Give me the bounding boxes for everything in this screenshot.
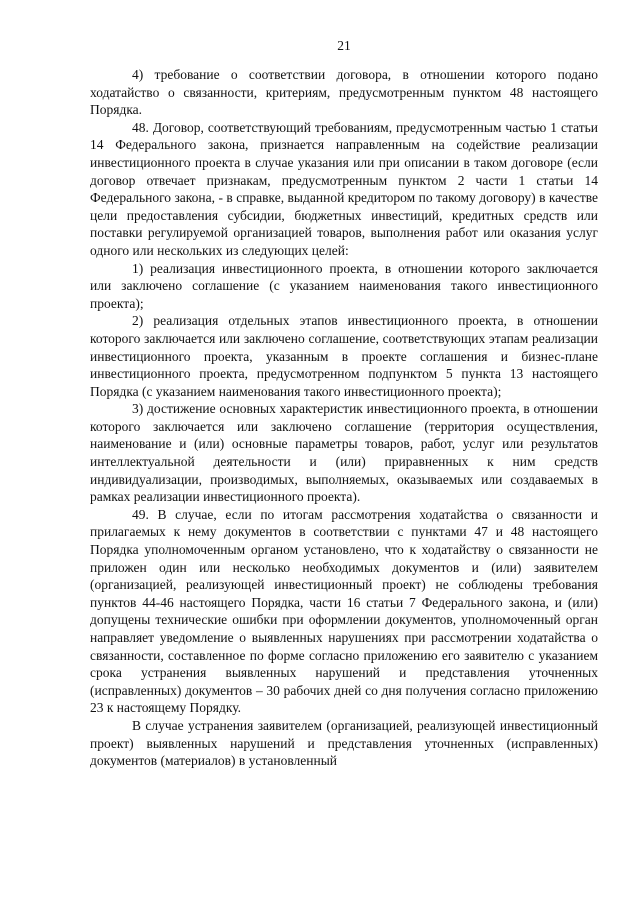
paragraph-49: 49. В случае, если по итогам рассмотрения ходатайства о связанности и прилагаемых к нему документов в соответствии с пунктами 47 и 48 настоящего Порядка уполномоченным органом установлено, что к ходатайству о связанности не приложен один или несколько необходимых документов и (или) заявителем (организацией, реализующей инвестиционный проект) не соблюдены требования пунктов 44-46 настоящего Порядка, части 16 статьи 7 Федерального закона, и (или) допущены технические ошибки при оформлении документов, уполномоченный орган направляет уведомление о выявленных нарушениях при рассмотрении ходатайства о связанности, составленное по форме согласно приложению его заявителю с указанием срока устранения выявленных нарушений и представления уточненных (исправленных) документов – 30 рабочих дней со дня получения согласно приложению 23 к настоящему Порядку. xyxy=(90,506,598,716)
paragraph-48-item-2: 2) реализация отдельных этапов инвестиционного проекта, в отношении которого заключается или заключено соглашение, соответствующих этапам реализации инвестиционного проекта, указанным в проекте соглашения и бизнес-плане инвестиционного проекта, предусмотренном подпунктом 5 пункта 13 настоящего Порядка (с указанием наименования такого инвестиционного проекта); xyxy=(90,313,598,399)
paragraph-item-4: 4) требование о соответствии договора, в отношении которого подано ходатайство о связанности, критериям, предусмотренным пунктом 48 настоящего Порядка. xyxy=(90,67,598,118)
paragraph-48-item-3: 3) достижение основных характеристик инвестиционного проекта, в отношении которого заключается или заключено соглашение (территория осуществления, наименование и (или) основные параметры товаров, работ, услуг или результатов интеллектуальной деятельности и (или) приравненных к ним средств индивидуализации, производимых, выполняемых, оказываемых или создаваемых в рамках реализации инвестиционного проекта). xyxy=(90,401,598,505)
paragraph-48-item-1: 1) реализация инвестиционного проекта, в отношении которого заключается или заключено соглашение (с указанием наименования такого инвестиционного проекта); xyxy=(90,260,598,311)
paragraph-48: 48. Договор, соответствующий требованиям, предусмотренным частью 1 статьи 14 Федерального закона, признается направленным на содействие реализации инвестиционного проекта в случае указания или при описании в таком договоре (если договор отвечает признакам, предусмотренным пунктом 2 части 1 статьи 14 Федерального закона, - в справке, выданной кредитором по такому договору) в качестве цели предоставления субсидии, бюджетных инвестиций, кредитных средств или поставки регулируемой организацией товаров, выполнения работ или оказания услуг одного или нескольких из следующих целей: xyxy=(90,119,598,258)
page-number: 21 xyxy=(337,38,351,53)
paragraph-49-continuation: В случае устранения заявителем (организацией, реализующей инвестиционный проект) выявленных нарушений и представления уточненных (исправленных) документов (материалов) в установленный xyxy=(90,717,598,769)
document-body xyxy=(90,66,598,770)
